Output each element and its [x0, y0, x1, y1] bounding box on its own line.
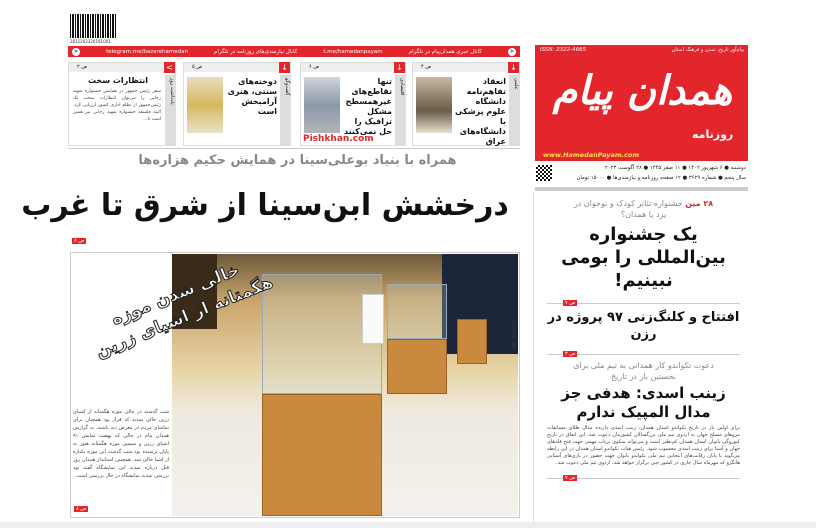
page-tag: ص ۷	[565, 475, 576, 481]
teaser-page: ۲ ص	[69, 63, 163, 72]
page-tag: ص ۸	[74, 238, 85, 244]
barcode-number: 2811202320191001	[70, 39, 111, 44]
divider	[68, 148, 520, 149]
share-icon: <	[164, 62, 175, 73]
main-body: شب گذشته در خالی موزه هگمتانه از اشیای زرین خالی شدند که قرار بود همچنان برای تماشای مردم در معرض دید باشند. به گزارش همدان پیام در حالی که نهضت نمایش ۹۱ اشیای زرین و سیمین موزه هگمتانه هنوز به پایان نرسیده بود شب گذشته این موزه یکباره از اشیا خالی شد. همچنین استاندار همدان روز قبل درباره تمدید این نمایشگاه گفته بود بررسی تمدید نمایشگاه در حال بررسی است.	[73, 409, 169, 479]
arrow-down-icon: ↓	[279, 62, 290, 73]
page-tag: ص ۳	[565, 351, 576, 357]
divider	[535, 187, 748, 191]
teaser-title: انعقاد تفاهم‌نامه دانشگاه علوم پزشکی با دانشگاه‌های عراق	[455, 77, 506, 146]
article-body: برای اولین بار در تاریخ تکواندو استان همدان، زینب اسدی دارنده مدال طلای مسابقات نیروهای مسلح جهان به اردوی تیم ملی بزرگسالان کشورمان دعوت شد. این اتفاق در تاریخ کیوروگی بانوان استان همدان کم‌نظیر است و می‌تواند سکوی پرتاب مهمی جهت فتح قله‌های جهان و آسیا برای زینب اسدی محسوب شود. رئیس هیات تکواندو استان همدان در این رابطه می‌گوید با پایان رقابت‌های انتخابی تیم ملی تکواندو بانوان جهت حضور در بازی‌های آسیایی هانگژو که مهرماه سال جاری در کشور چین برگزار خواهد شد، اردوی تیم ملی دعوت شد.	[547, 425, 740, 466]
article-headline[interactable]: زینب اسدی: هدفی جز مدال المپیک ندارم	[561, 384, 726, 421]
telegram-bar	[68, 46, 520, 57]
arrow-down-icon: ↓	[394, 62, 405, 73]
divider	[547, 470, 740, 479]
telegram-right-label: کانال خبری همدان‌پیام در تلگرام	[408, 48, 482, 55]
display-case	[262, 394, 382, 516]
telegram-icon: ➤	[509, 47, 515, 55]
telegram-right-link[interactable]: t.me/hamedanpayam	[323, 48, 383, 55]
arrow-down-icon: ↓	[508, 62, 519, 73]
barcode	[70, 14, 116, 38]
telegram-left-link[interactable]: telegram.me/bazarehamedan	[106, 48, 188, 55]
teaser-page: ۴ ص	[413, 63, 507, 72]
newspaper-logo: همدان پیام	[552, 67, 733, 114]
article-kicker	[547, 198, 740, 220]
divider	[547, 346, 740, 355]
woman-photo	[187, 77, 223, 133]
display-case	[387, 339, 447, 394]
air-conditioner	[362, 294, 384, 344]
kicker-text: جشنواره تئاتر کودک و نوجوان در یزد یا همدان؟	[573, 199, 683, 219]
slogan: پیام‌آور تاریخ، تمدن و فرهنگ استان	[671, 47, 744, 53]
article-kicker: دعوت تکواندو کار همدانی به تیم ملی برای نخستین بار در تاریخ	[573, 361, 714, 381]
photo-overlay-title: خالی شدن موزه هگمتانه از اشیای زرین	[93, 260, 276, 362]
watermark: Pishkhan.com	[303, 134, 374, 144]
teaser-economy[interactable]	[300, 62, 406, 146]
kicker-highlight: ۲۸ مین	[685, 199, 714, 208]
main-headline[interactable]: درخشش ابن‌سینا از شرق تا غرب	[21, 188, 509, 223]
issue-line: سال پنجم ● شماره ۳۶۲۹ ● ۱۲ صفحه روزنامه و نیازمندی‌ها ● ۱۵۰۰۰ تومان	[576, 175, 746, 181]
logo-prefix: روزنامه	[692, 128, 734, 141]
article-headline[interactable]: افتتاح و کلنگ‌زنی ۹۷ پروژه در رزن	[547, 310, 740, 342]
teaser-section: یادداشت روز	[165, 75, 175, 145]
teaser-interview[interactable]	[183, 62, 291, 146]
photo-credit: عکس: همدان پیام	[512, 320, 517, 351]
qr-code	[536, 165, 552, 181]
display-case-glass	[387, 284, 447, 339]
teaser-page: ۶ ص	[301, 63, 393, 72]
teaser-body: سفر رئیس جمهور در همایش جشنواره شهید رجایی را می‌توان انتظارات سخت یک رئیس‌جمهور از نظام اداری کشور ارزیابی کرد. البته فلسفه جشنواره شهید رجایی نیز همین است تا...	[73, 89, 161, 122]
divider	[547, 295, 740, 304]
interchange-photo	[304, 77, 340, 133]
website-link[interactable]: www.HamedanPayam.com	[540, 151, 745, 160]
telegram-icon: ➤	[73, 47, 79, 55]
telegram-left-label: کانال نیازمندی‌های روزنامه در تلگرام	[214, 48, 298, 55]
teaser-section: گفت‌وگو	[280, 75, 290, 145]
page-tag: ص ۷	[565, 300, 576, 306]
teaser-section: اقتصادی	[395, 75, 405, 145]
issn: ISSN: 2322-4665	[540, 47, 587, 53]
page-tag: ص ۸	[76, 506, 87, 512]
main-kicker: همراه با بنیاد بوعلی‌سینا در همایش حکیم هزاره‌ها	[138, 153, 457, 168]
teaser-page: ۵ ص	[184, 63, 278, 72]
display-case	[457, 319, 487, 364]
teaser-science[interactable]	[412, 62, 520, 146]
teaser-editorial[interactable]	[68, 62, 176, 146]
date-line: دوشنبه ● ۶ شهریور ۱۴۰۲ ● ۱۱ صفر ۱۴۴۵ ● ۲۸ آگوست ۲۰۲۳	[605, 165, 746, 171]
teaser-title: دوخته‌های سنتی، هنری آرامبخش است	[227, 77, 277, 116]
article-headline[interactable]: یک جشنواره بین‌المللی را بومی نبینیم!	[561, 224, 726, 291]
divider	[533, 192, 534, 522]
teaser-section: علمی	[509, 75, 519, 145]
right-column	[535, 198, 748, 484]
page-bottom-edge	[0, 522, 816, 528]
teaser-title: انتظارات سخت	[87, 76, 149, 85]
teaser-title: تنها تقاطع‌های غیرهمسطح مشکل ترافیک را حل نمی‌کنند	[344, 77, 392, 136]
portrait-photo	[416, 77, 452, 133]
